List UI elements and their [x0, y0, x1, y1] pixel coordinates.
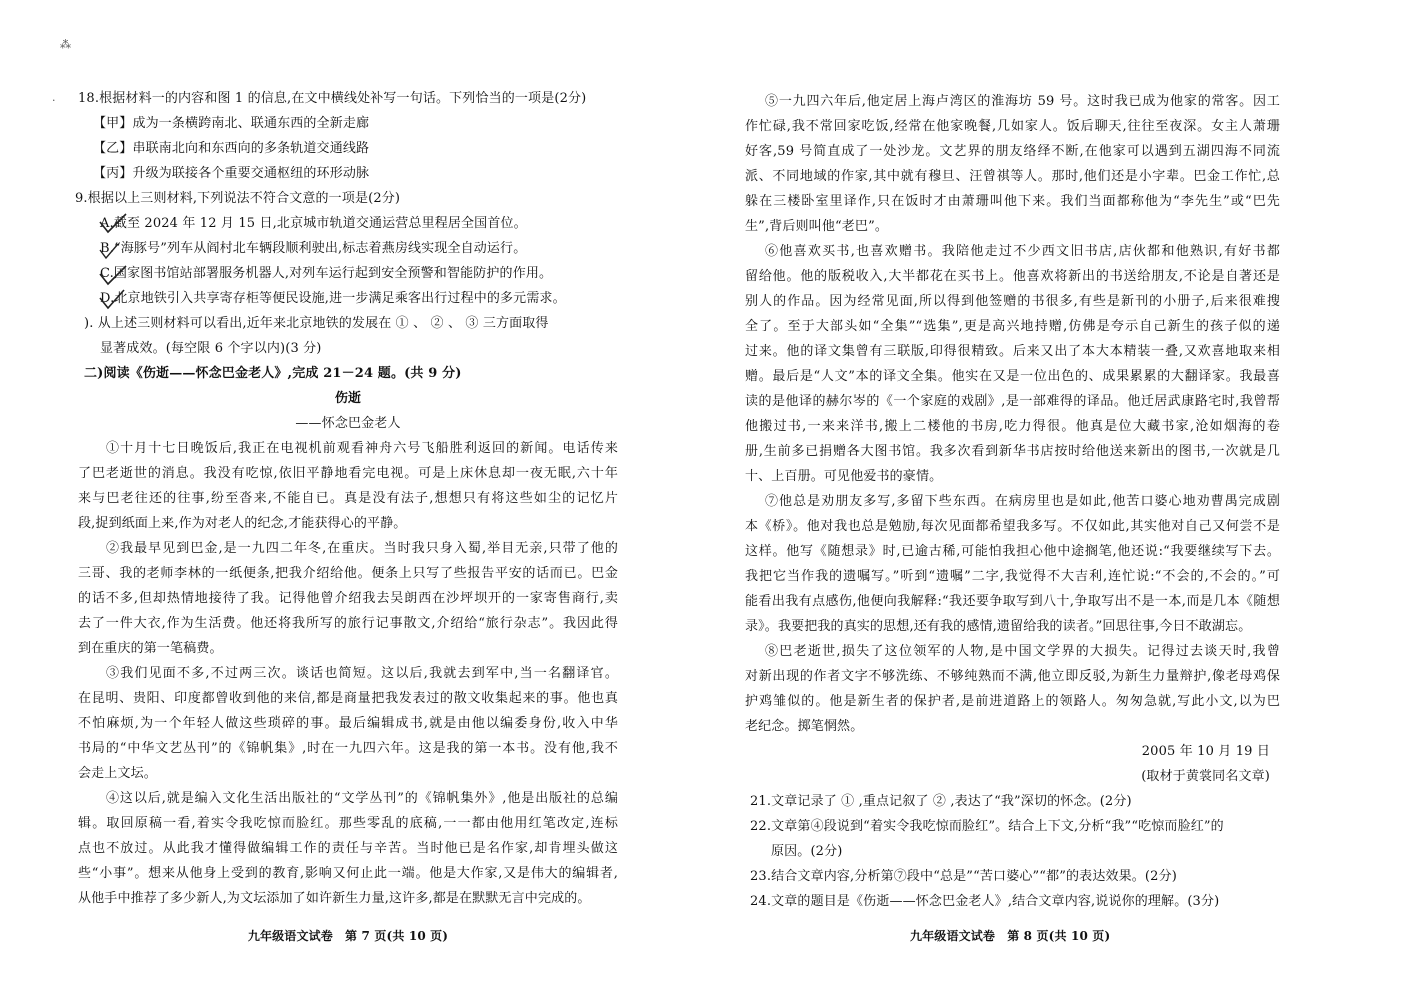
para6-line4: 全了。至于大部头如“全集”“选集”,更是高兴地持赠,仿佛是夸示自己新生的孩子似的递	[745, 319, 1280, 334]
q18-option-b: 【乙】串联南北向和东西向的多条轨道交通线路	[93, 141, 370, 156]
para6-line10: 十、上百册。可见他爱书的豪情。	[745, 469, 943, 484]
q21: 21.文章记录了 ① ,重点记叙了 ② ,表达了“我”深切的怀念。(2分)	[750, 794, 1132, 809]
right-footer: 九年级语文试卷 第 8 页(共 10 页)	[910, 929, 1111, 943]
para4-line4: 些“小事”。想来从他身上受到的教育,影响又何止此一端。他是大作家,又是伟大的编辑者,	[78, 866, 618, 881]
para2-line1: ②我最早见到巴金,是一九四二年冬,在重庆。当时我只身入蜀,举目无亲,只带了他的	[106, 541, 618, 556]
para3-line4: 书局的“中华文艺丛刊”的《锦帆集》,时在一九四六年。这是我的第一本书。没有他,我不	[78, 741, 618, 756]
q18-stem: 18.根据材料一的内容和图 1 的信息,在文中横线处补写一句话。下列恰当的一项是(2分)	[78, 91, 587, 106]
para3-line2: 在昆明、贵阳、印度都曾收到他的来信,都是商量把我发表过的散文收集起来的事。他也真	[78, 691, 618, 706]
para3-line1: ③我们见面不多,不过两三次。谈话也简短。这以后,我就去到军中,当一名翻译官。	[106, 666, 618, 681]
scan-speck-icon: ⁂	[60, 38, 71, 51]
para5-line2: 作忙碌,我不常回家吃饭,经常在他家晚餐,几如家人。饭后聊天,往往至夜深。女主人萧珊	[745, 119, 1280, 134]
q22-line2: 原因。(2分)	[771, 844, 843, 859]
section-heading: 二)阅读《伤逝——怀念巴金老人》,完成 21－24 题。(共 9 分)	[84, 366, 462, 381]
para2-line2: 三哥、我的老师李林的一纸便条,把我介绍给他。便条上只写了些报告平安的话而已。巴金	[78, 566, 618, 581]
q18-option-a: 【甲】成为一条横跨南北、联通东西的全新走廊	[93, 116, 370, 131]
para1-line1: ①十月十七日晚饭后,我正在电视机前观看神舟六号飞船胜利返回的新闻。电话传来	[106, 441, 618, 456]
para7-line3: 这样。他写《随想录》时,已逾古稀,可能怕我担心他中途搁笔,他还说:“我要继续写下去。	[745, 544, 1280, 559]
q19-stem: 9.根据以上三则材料,下列说法不符合文意的一项是(2分)	[75, 191, 401, 206]
para1-line4: 段,捉到纸面上来,作为对老人的纪念,才能获得心的平静。	[78, 516, 407, 531]
left-footer: 九年级语文试卷 第 7 页(共 10 页)	[247, 929, 449, 943]
q19-option-d: D.北京地铁引入共享寄存柜等便民设施,进一步满足乘客出行过程中的多元需求。	[100, 291, 566, 306]
para5-line1: ⑤一九四六年后,他定居上海卢湾区的淮海坊 59 号。这时我已成为他家的常客。因工	[765, 94, 1280, 109]
q19-option-b: B.“海豚号”列车从阎村北车辆段顺利驶出,标志着燕房线实现全自动运行。	[100, 241, 527, 256]
para8-line1: ⑧巴老逝世,损失了这位领军的人物,是中国文学界的大损失。记得过去谈天时,我曾	[765, 644, 1280, 659]
para5-line3: 好客,59 号简直成了一处沙龙。文艺界的朋友络绎不断,在他家可以遇到五湖四海不同流	[745, 144, 1280, 159]
q23: 23.结合文章内容,分析第⑦段中“总是”“苦口婆心”“都”的表达效果。(2分)	[750, 869, 1177, 884]
para7-line4: 我把它当作我的遗嘱写。”听到“遗嘱”二字,我觉得不大吉利,连忙说:“不会的,不会的。”可	[745, 569, 1280, 584]
para6-line2: 留给他。他的版税收入,大半都花在买书上。他喜欢将新出的书送给朋友,不论是自著还是	[745, 269, 1280, 284]
para6-line8: 他搬过书,一来来洋书,搬上二楼他的书房,吃力得很。他真是位大藏书家,沧如烟海的卷	[745, 419, 1280, 434]
q19-option-a: A.截至 2024 年 12 月 15 日,北京城市轨道交通运营总里程居全国首位。	[100, 216, 527, 231]
para8-line2: 对新出现的作者文字不够洗练、不够纯熟而不满,他立即反驳,为新生力量辩护,像老母鸡保	[745, 669, 1280, 684]
para6-line6: 赠。最后是“人文”本的译文全集。他实在又是一位出色的、成果累累的大翻译家。我最喜	[745, 369, 1280, 384]
article-subtitle: ——怀念巴金老人	[295, 416, 401, 431]
q18-option-c: 【丙】升级为联接各个重要交通枢纽的环形动脉	[93, 166, 370, 181]
q24: 24.文章的题目是《伤逝——怀念巴金老人》,结合文章内容,说说你的理解。(3分)	[750, 894, 1220, 909]
para7-line2: 本《桥》。他对我也总是勉励,每次见面都希望我多写。不仅如此,其实他对自己又何尝不是	[745, 519, 1280, 534]
para6-line5: 过来。他的译文集曾有三联版,印得很精致。后来又出了本大本精装一叠,又欢喜地取来相	[745, 344, 1280, 359]
para3-line5: 会走上文坛。	[78, 766, 157, 781]
para8-line4: 老纪念。掷笔惘然。	[745, 719, 864, 734]
para2-line3: 的话不多,但却热情地接待了我。记得他曾介绍我去吴朗西在沙坪坝开的一家寄售商行,卖	[78, 591, 618, 606]
para7-line5: 能看出我有点感伤,他便向我解释:“我还要争取写到八十,争取写出不是一本,而是几本《随想	[745, 594, 1280, 609]
scan-speck-icon: ·	[52, 94, 56, 107]
para4-line3: 点也不放过。从此我才懂得做编辑工作的责任与辛苦。当时他已是名作家,却肯埋头做这	[78, 841, 618, 856]
article-date: 2005 年 10 月 19 日	[1141, 744, 1270, 759]
para3-line3: 不怕麻烦,为一个年轻人做这些琐碎的事。最后编辑成书,就是由他以编委身份,收入中华	[78, 716, 618, 731]
q20-line2: 显著成效。(每空限 6 个字以内)(3 分)	[100, 341, 322, 356]
para8-line3: 护鸡雏似的。他是新生者的保护者,是前进道路上的领路人。匆匆急就,写此小文,以为巴	[745, 694, 1280, 709]
q19-option-c: C.国家图书馆站部署服务机器人,对列车运行起到安全预警和智能防护的作用。	[100, 266, 553, 281]
para5-line5: 躲在三楼卧室里译作,只在饭时才由萧珊叫他下来。我们当面都称他为“李先生”或“巴先	[745, 194, 1280, 209]
para4-line5: 从他手中推荐了多少新人,为文坛添加了如许新生力量,这许多,都是在默默无言中完成的。	[78, 891, 591, 906]
para5-line6: 生”,背后则叫他“老巴”。	[745, 219, 889, 234]
para4-line1: ④这以后,就是编入文化生活出版社的“文学丛刊”的《锦帆集外》,他是出版社的总编	[106, 791, 618, 806]
para6-line9: 册,生前多已捐赠各大图书馆。我多次看到新华书店按时给他送来新出的图书,一次就是几	[745, 444, 1280, 459]
q22-line1: 22.文章第④段说到“着实令我吃惊而脸红”。结合上下文,分析“我”“吃惊而脸红”的	[750, 819, 1224, 834]
handwritten-check-marks-icon	[96, 208, 136, 312]
q20-line1: ). 从上述三则材料可以看出,近年来北京地铁的发展在 ① 、 ② 、 ③ 三方面取得	[84, 316, 549, 331]
para4-line2: 辑。取回原稿一看,着实令我吃惊而脸红。那些零乱的底稿,一一都由他用红笔改定,连标	[78, 816, 618, 831]
para1-line2: 了巴老逝世的消息。我没有吃惊,依旧平静地看完电视。可是上床休息却一夜无眠,六十年	[78, 466, 618, 481]
para6-line7: 读的是他译的赫尔岑的《一个家庭的戏剧》,是一部难得的译品。他迁居武康路宅时,我曾帮	[745, 394, 1280, 409]
para1-line3: 来与巴老往还的往事,纷至沓来,不能自已。真是没有法子,想想只有将这些如尘的记忆片	[78, 491, 618, 506]
article-source: (取材于黄裳同名文章)	[1141, 769, 1270, 784]
para2-line4: 去了一件大衣,作为生活费。他还将我所写的旅行记事散文,介绍给“旅行杂志”。我因此得	[78, 616, 618, 631]
para2-line5: 到在重庆的第一笔稿费。	[78, 641, 223, 656]
para5-line4: 派、不同地域的作家,其中就有穆旦、汪曾祺等人。那时,他们还是小字辈。巴金工作忙,总	[745, 169, 1280, 184]
para6-line3: 别人的作品。因为经常见面,所以得到他签赠的书很多,有些是新刊的小册子,后来很难搜	[745, 294, 1280, 309]
article-title: 伤逝	[334, 391, 362, 406]
para7-line1: ⑦他总是劝朋友多写,多留下些东西。在病房里也是如此,他苦口婆心地劝曹禺完成剧	[765, 494, 1280, 509]
para6-line1: ⑥他喜欢买书,也喜欢赠书。我陪他走过不少西文旧书店,店伙都和他熟识,有好书都	[765, 244, 1280, 259]
para7-line6: 录》。我要把我的真实的思想,还有我的感情,遗留给我的读者。”回思往事,今日不敢湖忘。	[745, 619, 1252, 634]
